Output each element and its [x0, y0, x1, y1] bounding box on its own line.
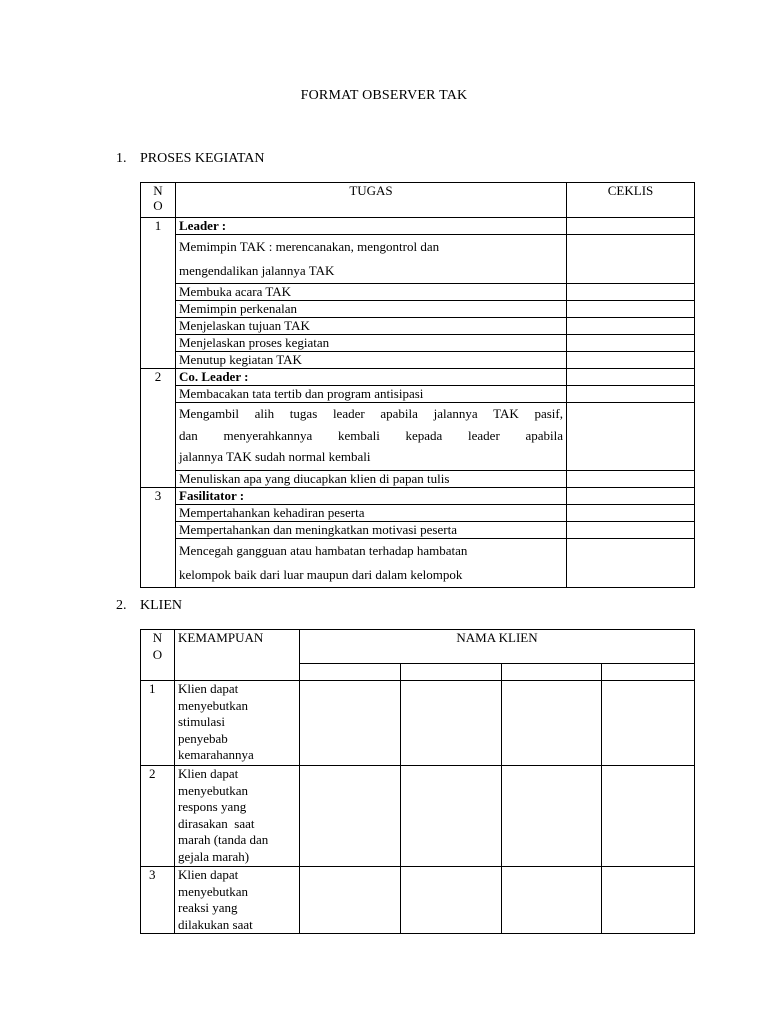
ceklis-cell[interactable]	[567, 335, 695, 352]
klien-table	[140, 629, 695, 934]
task-cell: Memimpin perkenalan	[176, 301, 567, 318]
section-2-number: 2.	[116, 598, 127, 613]
ceklis-cell[interactable]	[567, 284, 695, 301]
client-score-cell[interactable]	[602, 681, 695, 766]
header-no: N O	[141, 630, 175, 681]
ceklis-cell[interactable]	[567, 522, 695, 539]
section-2-label: KLIEN	[140, 598, 182, 613]
task-cell: Mempertahankan kehadiran peserta	[176, 505, 567, 522]
client-score-cell[interactable]	[502, 766, 602, 867]
kemampuan-cell: Klien dapat menyebutkan stimulasi penyebab kemarahannya	[175, 681, 300, 766]
header-tugas: TUGAS	[176, 183, 567, 218]
ceklis-cell[interactable]	[567, 471, 695, 488]
task-cell: Menjelaskan tujuan TAK	[176, 318, 567, 335]
client-score-cell[interactable]	[602, 766, 695, 867]
task-cell: Membacakan tata tertib dan program antisipasi	[176, 386, 567, 403]
role-label-fasilitator: Fasilitator :	[176, 488, 567, 505]
task-cell: Menuliskan apa yang diucapkan klien di papan tulis	[176, 471, 567, 488]
role-label-co-leader: Co. Leader :	[176, 369, 567, 386]
task-cell: Mencegah gangguan atau hambatan terhadap hambatan kelompok baik dari luar maupun dari dalam kelompok	[176, 539, 567, 588]
kemampuan-cell: Klien dapat menyebutkan respons yang dirasakan saat marah (tanda dan gejala marah)	[175, 766, 300, 867]
client-name-cell[interactable]	[602, 664, 695, 681]
client-score-cell[interactable]	[401, 681, 502, 766]
client-score-cell[interactable]	[502, 867, 602, 934]
header-kemampuan: KEMAMPUAN	[175, 630, 300, 681]
section-1-label: PROSES KEGIATAN	[140, 151, 265, 166]
ceklis-cell[interactable]	[567, 235, 695, 284]
ceklis-cell[interactable]	[567, 488, 695, 505]
group-number: 3	[141, 488, 176, 588]
client-name-cell[interactable]	[502, 664, 602, 681]
header-ceklis: CEKLIS	[567, 183, 695, 218]
client-score-cell[interactable]	[502, 681, 602, 766]
ceklis-cell[interactable]	[567, 505, 695, 522]
ceklis-cell[interactable]	[567, 386, 695, 403]
client-score-cell[interactable]	[602, 867, 695, 934]
ceklis-cell[interactable]	[567, 318, 695, 335]
ceklis-cell[interactable]	[567, 369, 695, 386]
client-score-cell[interactable]	[401, 867, 502, 934]
proses-kegiatan-table	[140, 182, 695, 588]
task-cell: Menjelaskan proses kegiatan	[176, 335, 567, 352]
client-score-cell[interactable]	[401, 766, 502, 867]
task-cell: Membuka acara TAK	[176, 284, 567, 301]
header-no: N O	[141, 183, 176, 218]
role-label-leader: Leader :	[176, 218, 567, 235]
section-2-heading	[116, 598, 182, 614]
client-score-cell[interactable]	[300, 867, 401, 934]
task-cell: Mengambil alih tugas leader apabila jalannya TAK pasif, dan menyerahkannya kembali kepada leader apabila jalannya TAK sudah normal kembali	[176, 403, 567, 471]
task-cell: Memimpin TAK : merencanakan, mengontrol dan mengendalikan jalannya TAK	[176, 235, 567, 284]
client-score-cell[interactable]	[300, 681, 401, 766]
task-cell: Mempertahankan dan meningkatkan motivasi peserta	[176, 522, 567, 539]
client-name-cell[interactable]	[300, 664, 401, 681]
row-number: 1	[141, 681, 175, 766]
group-number: 2	[141, 369, 176, 488]
row-number: 3	[141, 867, 175, 934]
client-score-cell[interactable]	[300, 766, 401, 867]
kemampuan-cell: Klien dapat menyebutkan reaksi yang dilakukan saat	[175, 867, 300, 934]
task-cell: Menutup kegiatan TAK	[176, 352, 567, 369]
document-title: FORMAT OBSERVER TAK	[300, 88, 468, 103]
ceklis-cell[interactable]	[567, 352, 695, 369]
section-1-heading	[116, 151, 265, 167]
group-number: 1	[141, 218, 176, 369]
ceklis-cell[interactable]	[567, 218, 695, 235]
row-number: 2	[141, 766, 175, 867]
ceklis-cell[interactable]	[567, 301, 695, 318]
ceklis-cell[interactable]	[567, 539, 695, 588]
section-1-number: 1.	[116, 151, 127, 166]
ceklis-cell[interactable]	[567, 403, 695, 471]
header-nama-klien: NAMA KLIEN	[300, 630, 695, 664]
client-name-cell[interactable]	[401, 664, 502, 681]
